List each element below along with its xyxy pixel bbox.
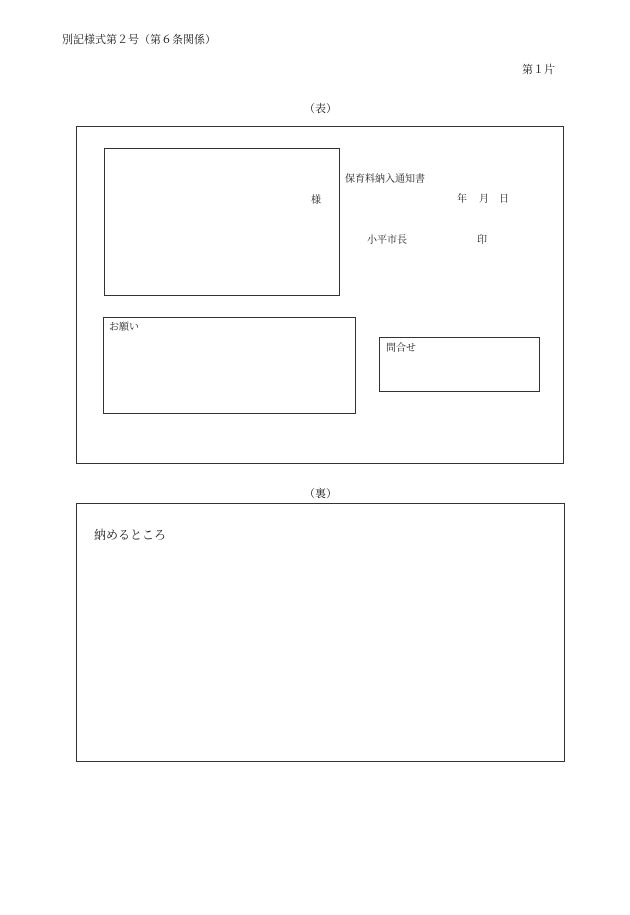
date-year: 年	[457, 194, 467, 205]
sheet-number: 第１片	[522, 63, 555, 76]
back-caption: （裏）	[304, 487, 337, 500]
seal-mark: 印	[477, 235, 487, 246]
inquiry-label: 問合せ	[386, 343, 416, 354]
date-month: 月	[479, 194, 489, 205]
inquiry-box	[379, 337, 540, 392]
date-day: 日	[499, 194, 509, 205]
request-box	[103, 317, 356, 414]
front-panel	[76, 126, 564, 464]
front-caption: （表）	[304, 102, 337, 115]
addressee-suffix: 様	[311, 195, 321, 206]
request-label: お願い	[109, 322, 139, 333]
issuer-name: 小平市長	[367, 235, 407, 246]
back-panel	[76, 503, 565, 762]
payment-places-label: 納めるところ	[94, 528, 167, 542]
notice-title: 保育料納入通知書	[345, 174, 425, 185]
form-label: 別記様式第２号（第６条関係）	[62, 33, 216, 46]
address-box	[104, 148, 340, 296]
